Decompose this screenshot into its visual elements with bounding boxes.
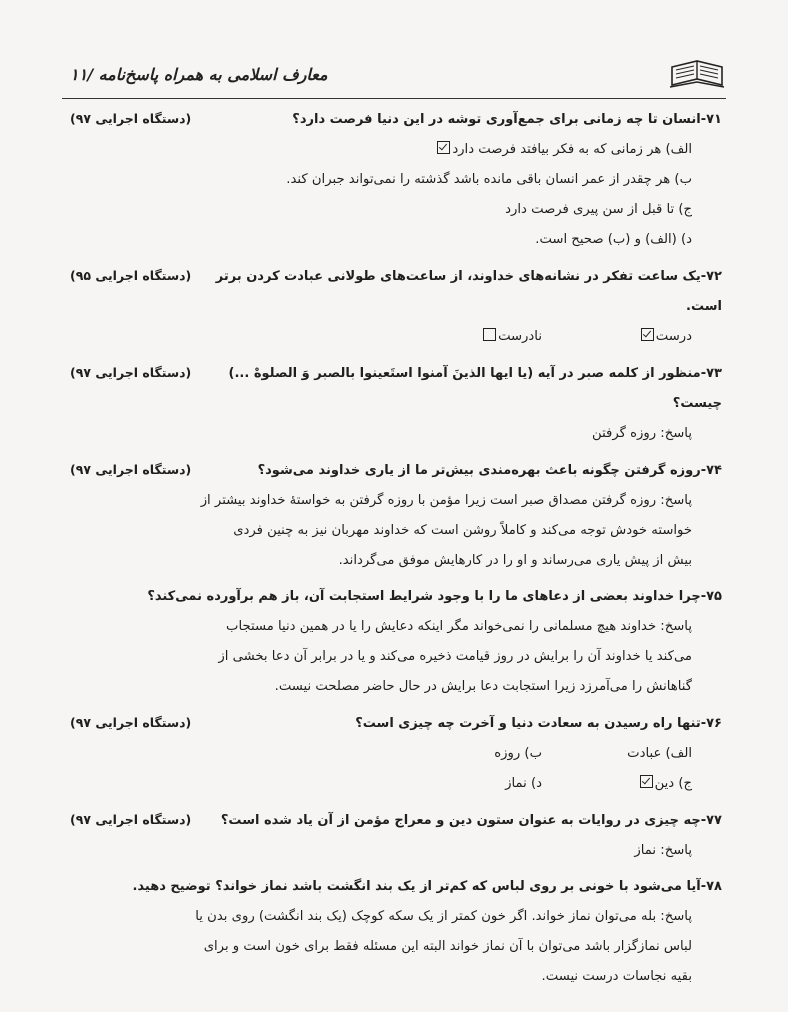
question-number: ۷۶- bbox=[700, 716, 722, 731]
question-text: چه چیزی در روایات به عنوان ستون دین و معراج مؤمن از آن یاد شده است؟ bbox=[220, 813, 701, 828]
empty-checkbox-icon bbox=[483, 328, 496, 341]
page-header bbox=[62, 52, 726, 96]
checked-checkbox-icon bbox=[641, 328, 654, 341]
checked-checkbox-icon bbox=[437, 141, 450, 154]
answer-line: پاسخ: خداوند هیچ مسلمانی را نمی‌خواند مگر اینکه دعایش را یا در همین دنیا مستجاب bbox=[226, 619, 692, 634]
question-text: آیا می‌شود با خونی بر روی لباس که کم‌تر از یک بند انگشت باشد نماز خواند؟ توضیح دهید. bbox=[132, 879, 701, 894]
question-78 bbox=[70, 872, 722, 992]
question-text: انسان تا چه زمانی برای جمع‌آوری توشه در این دنیا فرصت دارد؟ bbox=[292, 112, 701, 127]
question-source: (دستگاه اجرایی ۹۷) bbox=[70, 462, 192, 477]
page-title: معارف اسلامی به همراه پاسخ‌نامه /۱۱ bbox=[70, 64, 328, 84]
question-text: یک ساعت تفکر در نشانه‌های خداوند، از ساعت‌های طولانی عبادت کردن برتر است. bbox=[215, 269, 722, 314]
question-source: (دستگاه اجرایی ۹۷) bbox=[70, 365, 192, 380]
question-77 bbox=[70, 805, 722, 866]
answer-line: می‌کند یا خداوند آن را برایش در روز قیامت ذخیره می‌کند و یا در برابر آن دعا بخشی از bbox=[218, 649, 692, 664]
answer-line: گناهانش را می‌آمرزد زیرا استجابت دعا برایش در حال حاضر مصلحت نیست. bbox=[274, 679, 692, 694]
question-74 bbox=[70, 455, 722, 576]
option-a: الف) هر زمانی که به فکر بیافتد فرصت دارد bbox=[70, 135, 722, 165]
question-75 bbox=[70, 582, 722, 702]
option-c: ج) تا قبل از سن پیری فرصت دارد bbox=[505, 202, 692, 217]
option-a: الف) عبادت bbox=[627, 746, 692, 761]
question-list bbox=[70, 104, 722, 992]
true-false-options bbox=[70, 322, 722, 352]
option-true: درست bbox=[542, 322, 692, 352]
answer-line: پاسخ: روزه گرفتن مصداق صبر است زیرا مؤمن با روزه گرفتن به خواستهٔ خداوند بیشتر از bbox=[200, 493, 692, 508]
question-text: تنها راه رسیدن به سعادت دنیا و آخرت چه چیزی است؟ bbox=[355, 716, 701, 731]
book-logo-icon bbox=[668, 57, 726, 91]
answer-line: بقیه نجاسات درست نیست. bbox=[541, 969, 692, 984]
question-source: (دستگاه اجرایی ۹۵) bbox=[70, 268, 192, 283]
answer: پاسخ: روزه گرفتن bbox=[592, 426, 692, 441]
question-number: ۷۷- bbox=[700, 813, 722, 828]
option-b: ب) هر چقدر از عمر انسان باقی مانده باشد گذشته را نمی‌تواند جبران کند. bbox=[286, 172, 692, 187]
answer-line: خواسته خودش توجه می‌کند و کاملاً روشن است که خداوند مهربان نیز به چنین فردی bbox=[233, 523, 692, 538]
option-false: نادرست bbox=[392, 322, 542, 352]
question-source: (دستگاه اجرایی ۹۷) bbox=[70, 111, 192, 126]
answer-line: پاسخ: بله می‌توان نماز خواند. اگر خون کمتر از یک سکه کوچک (یک بند انگشت) روی بدن یا bbox=[195, 909, 692, 924]
question-source: (دستگاه اجرایی ۹۷) bbox=[70, 812, 192, 827]
question-text: چرا خداوند بعضی از دعاهای ما را با وجود شرایط استجابت آن، باز هم برآورده نمی‌کند؟ bbox=[147, 589, 701, 604]
option-d: د) (الف) و (ب) صحیح است. bbox=[535, 232, 692, 247]
question-71 bbox=[70, 104, 722, 255]
question-number: ۷۴- bbox=[700, 463, 722, 478]
header-divider bbox=[62, 98, 726, 99]
option-d: د) نماز bbox=[505, 776, 542, 791]
question-72 bbox=[70, 261, 722, 352]
question-text: روزه گرفتن چگونه باعث بهره‌مندی بیش‌تر ما از یاری خداوند می‌شود؟ bbox=[257, 463, 701, 478]
question-number: ۷۸- bbox=[700, 879, 722, 894]
answer-line: لباس نمازگزار باشد می‌توان با آن نماز خواند البته این مسئله فقط برای خون است و برای bbox=[203, 939, 692, 954]
question-number: ۷۲- bbox=[700, 269, 722, 284]
question-73 bbox=[70, 358, 722, 449]
option-b: ب) روزه bbox=[494, 746, 542, 761]
question-number: ۷۵- bbox=[700, 589, 722, 604]
question-text: منظور از کلمه صبر در آیه (یا ایها الذینَ آمنوا استَعینوا بالصبر وَ الصلوهْ ...) چیست؟ bbox=[228, 366, 722, 411]
question-76 bbox=[70, 708, 722, 799]
answer: پاسخ: نماز bbox=[634, 843, 692, 858]
question-number: ۷۳- bbox=[700, 366, 722, 381]
checked-checkbox-icon bbox=[640, 775, 653, 788]
question-number: ۷۱- bbox=[700, 112, 722, 127]
option-c: ج) دین bbox=[542, 769, 692, 799]
question-source: (دستگاه اجرایی ۹۷) bbox=[70, 715, 192, 730]
answer-line: بیش از پیش یاری می‌رساند و او را در کارهایش موفق می‌گرداند. bbox=[338, 553, 692, 568]
